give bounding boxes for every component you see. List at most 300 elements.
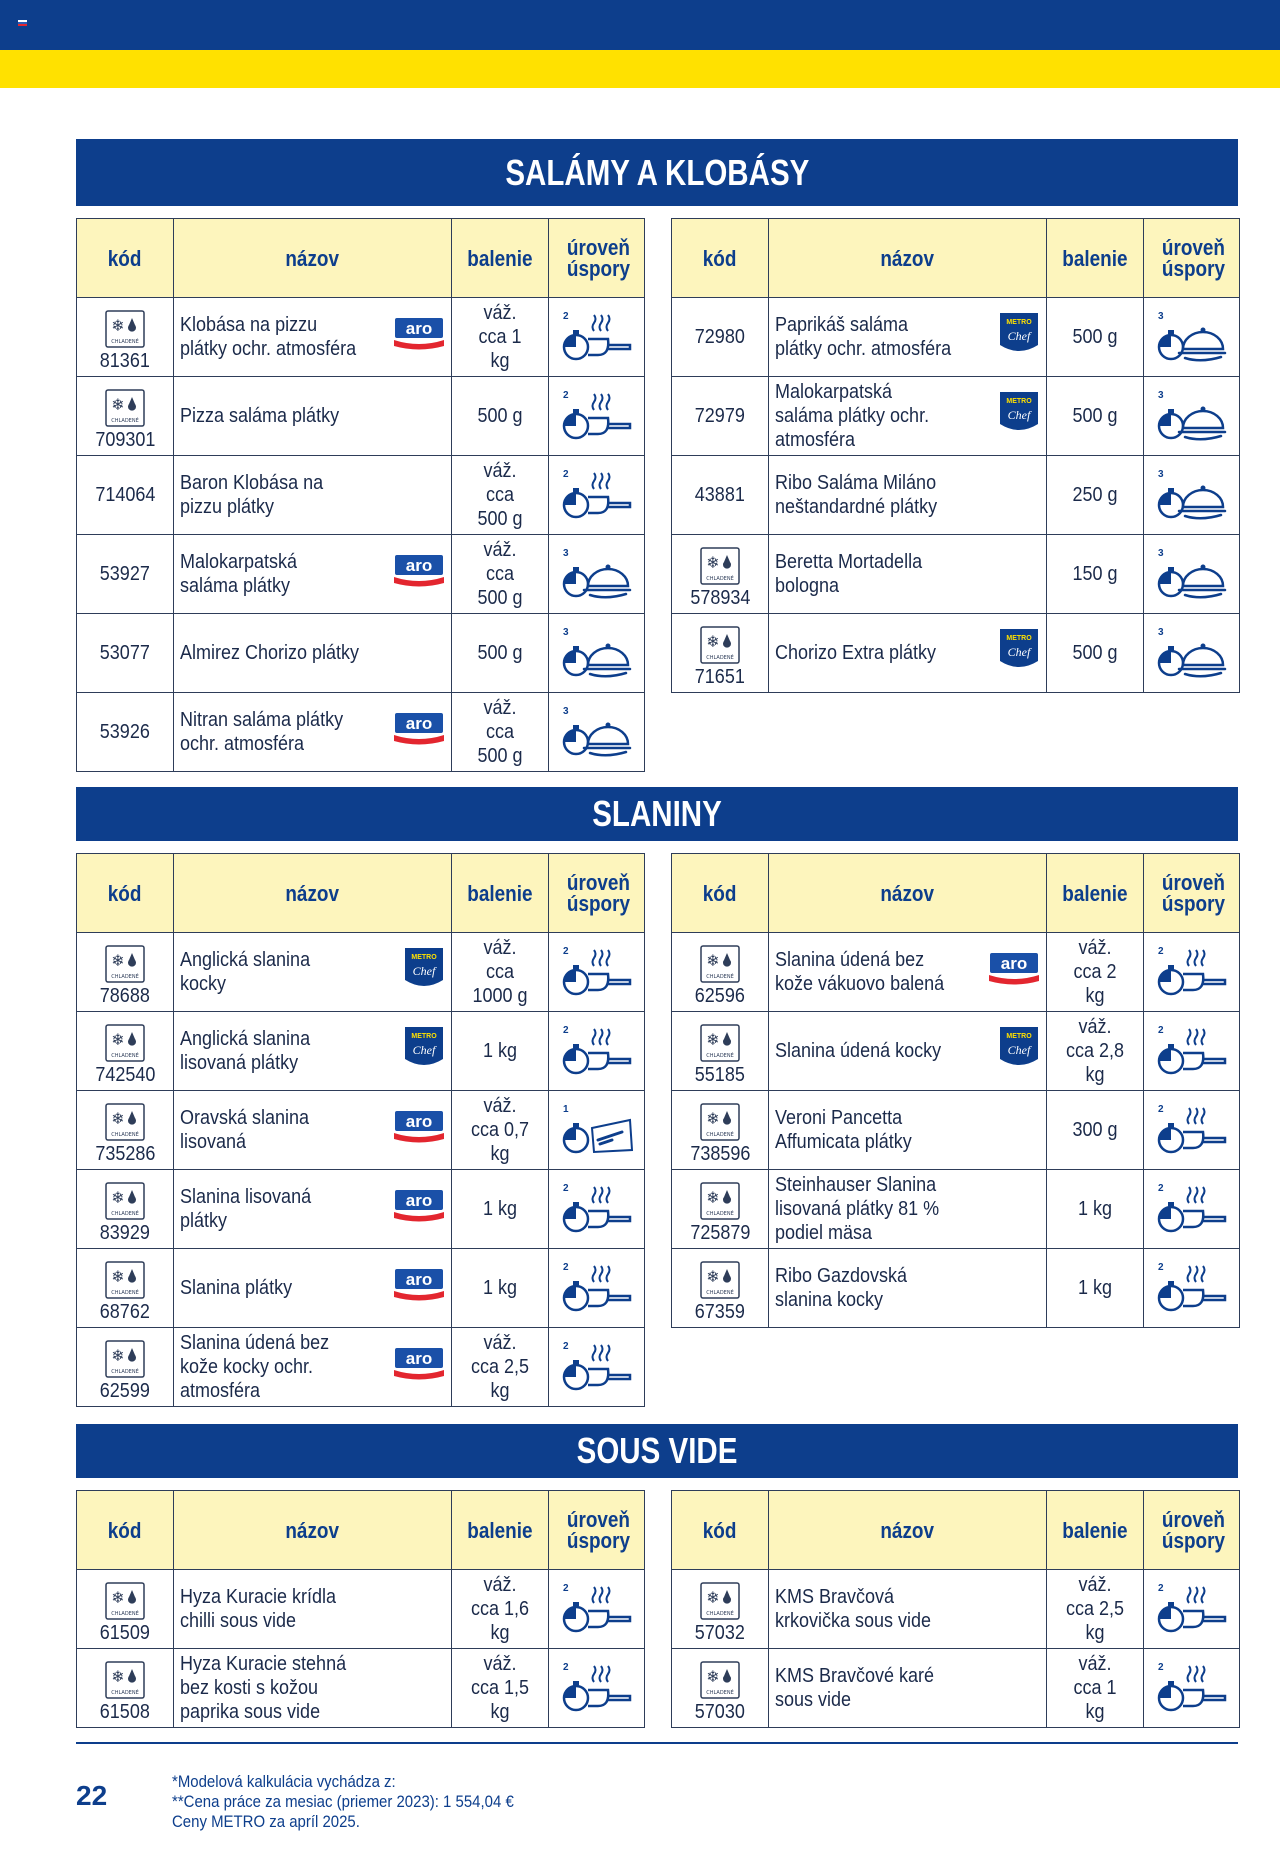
product-pack: váž. cca 2,8 kg [1065,1016,1125,1086]
column-header-pack-label: balenie [467,1517,533,1543]
svg-text:❄: ❄ [111,1030,125,1049]
product-code: 57032 [694,1622,746,1644]
product-pack: váž. cca 2,5 kg [1065,1574,1125,1644]
brand-logo [998,1025,1040,1077]
product-name-cell [769,1649,1047,1728]
chilled-icon [105,310,145,348]
aro-logo-icon [393,712,445,746]
table-row [77,298,645,377]
svg-text:Chef: Chef [412,964,436,978]
savings-level-2-icon [560,1660,634,1716]
product-name: Slanina lisovaná plátky [180,1186,312,1232]
table-row [672,1170,1240,1249]
table-header-row [672,1491,1240,1570]
product-code-cell [77,456,174,535]
product-code: 53077 [99,641,151,664]
column-header-pack [1047,1491,1144,1570]
savings-level-cell [1144,1012,1240,1091]
section-title-slaniny: SLANINY [76,787,1238,841]
product-code-cell [672,1649,769,1728]
table-row [77,456,645,535]
product-pack-cell [452,1249,549,1328]
product-pack-cell [1047,1249,1144,1328]
product-code-cell [77,1170,174,1249]
svg-text:3: 3 [562,627,569,638]
table-header-row [672,219,1240,298]
product-name-cell [769,1570,1047,1649]
svg-text:❄: ❄ [111,1588,125,1607]
column-header-pack-label: balenie [1062,245,1128,271]
savings-level-2-icon [560,1260,634,1316]
svg-text:aro: aro [405,1349,433,1368]
product-name-cell [174,1570,452,1649]
product-code: 43881 [694,483,746,506]
brand-logo [393,317,445,357]
product-code-cell [672,1249,769,1328]
product-code-cell [77,1249,174,1328]
chilled-icon [105,1103,145,1141]
product-name-cell [769,1170,1047,1249]
product-pack: váž. cca 2,5 kg [470,1332,530,1402]
brand-logo [393,554,445,594]
svg-text:Chef: Chef [1007,645,1031,659]
brand-logo [393,1347,445,1387]
product-name-cell [174,693,452,772]
column-header-level-label: úroveň úspory [1161,235,1225,281]
product-code-cell [672,1570,769,1649]
aro-logo-icon [988,952,1040,986]
svg-text:2: 2 [1157,1662,1164,1673]
product-code-cell [77,1649,174,1728]
svg-text:aro: aro [405,714,433,733]
aro-logo-icon [393,1110,445,1144]
svg-text:❄: ❄ [706,1109,720,1128]
svg-text:aro: aro [405,319,433,338]
product-code-cell [672,298,769,377]
savings-level-3-icon [560,704,634,760]
product-code: 714064 [94,483,156,506]
savings-level-cell [549,298,645,377]
product-name: Chorizo Extra plátky [775,642,937,664]
svg-text:CHLADENÉ: CHLADENÉ [111,1132,139,1138]
svg-text:Chef: Chef [412,1043,436,1057]
savings-level-cell [549,535,645,614]
column-header-code-label: kód [108,245,142,271]
svg-text:CHLADENÉ: CHLADENÉ [111,1053,139,1059]
svg-text:3: 3 [562,706,569,717]
product-code-cell [77,1091,174,1170]
table-row [77,1170,645,1249]
table-row [672,298,1240,377]
product-name: Paprikáš saláma plátky ochr. atmosféra [775,314,952,360]
footnote-line: *Modelová kalkulácia vychádza z: [172,1772,396,1791]
product-name-cell [769,1012,1047,1091]
column-header-level-label: úroveň úspory [566,235,630,281]
savings-level-2-icon [1155,1181,1229,1237]
column-header-level [1144,219,1240,298]
product-code-cell [77,614,174,693]
product-pack: 500 g [477,405,523,427]
product-table-salamy-left [76,218,645,772]
svg-text:METRO: METRO [411,1033,437,1040]
savings-level-3-icon [1155,467,1229,523]
product-name: Hyza Kuracie krídla chilli sous vide [180,1586,337,1632]
product-pack: 250 g [1072,484,1118,506]
aro-logo-icon [393,317,445,351]
table-row [77,614,645,693]
column-header-pack [452,854,549,933]
savings-level-cell [549,1649,645,1728]
column-header-code [672,1491,769,1570]
product-pack-cell [1047,298,1144,377]
product-code-cell [77,1328,174,1407]
aro-logo-icon [393,1189,445,1223]
footnote-line: Ceny METRO za apríl 2025. [172,1812,360,1831]
column-header-name-label: názov [880,880,935,906]
product-code: 71651 [694,666,746,688]
svg-text:2: 2 [562,946,569,957]
product-pack-cell [1047,456,1144,535]
top-brand-bar [0,0,1280,50]
aro-logo-icon [393,554,445,588]
svg-text:2: 2 [562,1183,569,1194]
product-pack: váž. cca 500 g [477,460,523,530]
column-header-name-label: názov [285,880,340,906]
savings-level-1-icon [560,1102,634,1158]
savings-level-cell [549,933,645,1012]
savings-level-3-icon [1155,309,1229,365]
product-name-cell [174,298,452,377]
svg-text:❄: ❄ [111,951,125,970]
product-code-cell [77,1012,174,1091]
product-pack-cell [1047,377,1144,456]
product-code-cell [672,535,769,614]
product-code-cell [672,377,769,456]
savings-level-cell [549,693,645,772]
savings-level-2-icon [560,1581,634,1637]
brand-logo [393,1110,445,1150]
product-pack-cell [452,1091,549,1170]
product-pack: 500 g [477,642,523,664]
section-title-salamy: SALÁMY A KLOBÁSY [76,139,1238,206]
svg-text:CHLADENÉ: CHLADENÉ [706,1211,734,1217]
chilled-icon [105,1582,145,1620]
product-code-cell [77,298,174,377]
svg-text:CHLADENÉ: CHLADENÉ [706,1132,734,1138]
svg-text:2: 2 [562,1662,569,1673]
svg-text:CHLADENÉ: CHLADENÉ [706,1053,734,1059]
product-pack: váž. cca 500 g [477,539,523,609]
svg-text:❄: ❄ [706,1667,720,1686]
product-pack: 150 g [1072,563,1118,585]
column-header-level [1144,854,1240,933]
product-pack-cell [452,933,549,1012]
svg-text:2: 2 [1157,946,1164,957]
product-code: 725879 [689,1222,751,1244]
svg-text:2: 2 [1157,1183,1164,1194]
column-header-code [77,854,174,933]
product-pack-cell [1047,1012,1144,1091]
product-code: 53926 [99,720,151,743]
table-row [77,1649,645,1728]
product-pack: váž. cca 500 g [477,697,523,767]
column-header-level [1144,1491,1240,1570]
table-row [77,693,645,772]
svg-text:2: 2 [562,1583,569,1594]
svg-text:❄: ❄ [111,1188,125,1207]
svg-text:2: 2 [1157,1025,1164,1036]
product-code: 62599 [99,1380,151,1402]
product-name-cell [769,1249,1047,1328]
product-pack: váž. cca 1000 g [472,937,528,1007]
column-header-name [174,219,452,298]
chilled-icon [105,1182,145,1220]
savings-level-cell [1144,1091,1240,1170]
product-code: 62596 [694,985,746,1007]
column-header-code-label: kód [703,880,737,906]
savings-level-3-icon [560,625,634,681]
product-name-cell [174,614,452,693]
flag-icon [18,20,27,26]
product-code: 72980 [694,325,746,348]
column-header-level [549,219,645,298]
product-name: Veroni Pancetta Affumicata plátky [775,1107,912,1153]
footnotes [172,1772,560,1832]
svg-text:CHLADENÉ: CHLADENÉ [111,1290,139,1296]
product-code: 68762 [99,1301,151,1323]
product-pack-cell [452,1328,549,1407]
svg-text:CHLADENÉ: CHLADENÉ [111,1211,139,1217]
product-pack: váž. cca 1,6 kg [470,1574,530,1644]
chilled-icon [105,1661,145,1699]
svg-text:aro: aro [1000,954,1028,973]
column-header-level-label: úroveň úspory [1161,1507,1225,1553]
savings-level-cell [549,456,645,535]
svg-text:METRO: METRO [1006,319,1032,326]
product-pack: 500 g [1072,405,1118,427]
svg-text:METRO: METRO [411,954,437,961]
savings-level-cell [1144,456,1240,535]
product-pack-cell [452,377,549,456]
chilled-icon [105,1024,145,1062]
savings-level-3-icon [1155,625,1229,681]
column-header-code [672,854,769,933]
svg-text:METRO: METRO [1006,1033,1032,1040]
product-pack: váž. cca 1 kg [478,302,522,372]
product-name: Hyza Kuracie stehná bez kosti s kožou paprika sous vide [180,1653,347,1723]
savings-level-3-icon [1155,388,1229,444]
product-name-cell [769,933,1047,1012]
svg-text:aro: aro [405,1270,433,1289]
product-code-cell [77,535,174,614]
product-code: 78688 [99,985,151,1007]
chilled-icon [105,1340,145,1378]
svg-text:2: 2 [562,1262,569,1273]
column-header-name-label: názov [285,1517,340,1543]
product-name: Baron Klobása na pizzu plátky [180,472,324,518]
product-name: Slanina údená bez kože kocky ochr. atmosféra [180,1332,330,1402]
savings-level-2-icon [560,388,634,444]
column-header-code-label: kód [108,880,142,906]
product-pack-cell [452,693,549,772]
table-row [672,933,1240,1012]
savings-level-cell [549,1328,645,1407]
column-header-pack-label: balenie [1062,1517,1128,1543]
metro-chef-logo-icon [998,627,1040,673]
product-pack: 1 kg [1077,1277,1113,1299]
product-name: KMS Bravčové karé sous vide [775,1665,935,1711]
metro-chef-logo-icon [998,390,1040,436]
product-pack-cell [452,456,549,535]
svg-text:METRO: METRO [1006,398,1032,405]
savings-level-2-icon [560,309,634,365]
savings-level-cell [1144,377,1240,456]
svg-text:2: 2 [562,311,569,322]
product-name: Slanina plátky [180,1277,293,1299]
metro-chef-logo-icon [998,1025,1040,1071]
product-name-cell [769,1091,1047,1170]
product-code: 709301 [94,429,156,451]
product-table-salamy-right [671,218,1240,693]
product-code: 735286 [94,1143,156,1165]
savings-level-cell [1144,933,1240,1012]
product-name: Almirez Chorizo plátky [180,642,360,664]
product-code-cell [672,1012,769,1091]
svg-text:Chef: Chef [1007,1043,1031,1057]
product-name: Steinhauser Slanina lisovaná plátky 81 % podiel mäsa [775,1174,940,1244]
product-pack-cell [452,614,549,693]
table-row [672,1649,1240,1728]
savings-level-2-icon [560,1181,634,1237]
table-row [77,933,645,1012]
savings-level-cell [1144,1170,1240,1249]
product-code: 83929 [99,1222,151,1244]
product-code: 57030 [694,1701,746,1723]
product-code: 67359 [694,1301,746,1323]
column-header-code-label: kód [108,1517,142,1543]
product-code: 55185 [694,1064,746,1086]
footnote-line: **Cena práce za mesiac (priemer 2023): 1 554,04 € [172,1792,514,1811]
svg-text:3: 3 [1157,469,1164,480]
svg-text:2: 2 [562,1341,569,1352]
metro-chef-logo-icon [998,311,1040,357]
metro-chef-logo-icon [403,1025,445,1071]
svg-text:❄: ❄ [111,1346,125,1365]
product-name-cell [174,1249,452,1328]
savings-level-cell [1144,298,1240,377]
svg-text:aro: aro [405,1191,433,1210]
product-name: KMS Bravčová krkovička sous vide [775,1586,932,1632]
product-pack: 1 kg [482,1277,518,1299]
column-header-level-label: úroveň úspory [1161,870,1225,916]
table-row [672,1249,1240,1328]
brand-logo [998,390,1040,442]
svg-text:❄: ❄ [706,1030,720,1049]
table-row [672,456,1240,535]
svg-text:2: 2 [562,469,569,480]
table-row [672,1012,1240,1091]
table-row [672,535,1240,614]
brand-logo [988,952,1040,992]
svg-text:❄: ❄ [111,316,125,335]
product-name-cell [769,456,1047,535]
product-name-cell [769,614,1047,693]
svg-text:CHLADENÉ: CHLADENÉ [706,974,734,980]
product-pack-cell [1047,614,1144,693]
product-name: Anglická slanina lisovaná plátky [180,1028,311,1074]
product-name-cell [174,1170,452,1249]
brand-logo [393,1268,445,1308]
product-pack: 500 g [1072,326,1118,348]
column-header-pack-label: balenie [1062,880,1128,906]
product-name-cell [174,1012,452,1091]
table-header-row [672,854,1240,933]
product-code: 61508 [99,1701,151,1723]
savings-level-cell [1144,1570,1240,1649]
product-code: 61509 [99,1622,151,1644]
brand-logo [403,946,445,998]
savings-level-cell [549,614,645,693]
product-code: 738596 [689,1143,751,1165]
column-header-name-label: názov [880,245,935,271]
column-header-code [672,219,769,298]
product-pack-cell [452,1170,549,1249]
table-row [77,1012,645,1091]
svg-text:CHLADENÉ: CHLADENÉ [111,1690,139,1696]
svg-text:2: 2 [1157,1262,1164,1273]
column-header-pack [452,219,549,298]
svg-text:❄: ❄ [111,395,125,414]
product-name: Malokarpatská saláma plátky [180,551,298,597]
savings-level-cell [1144,535,1240,614]
product-name-cell [174,1091,452,1170]
product-name-cell [174,377,452,456]
brand-logo [393,712,445,752]
table-row [672,1570,1240,1649]
product-name-cell [769,535,1047,614]
savings-level-cell [549,1012,645,1091]
product-pack-cell [1047,933,1144,1012]
svg-text:❄: ❄ [706,1588,720,1607]
savings-level-2-icon [1155,1260,1229,1316]
product-code: 81361 [99,350,151,372]
section-title-sous-vide: SOUS VIDE [76,1424,1238,1478]
table-header-row [77,1491,645,1570]
savings-level-cell [549,1091,645,1170]
product-pack-cell [452,535,549,614]
column-header-name-label: názov [285,245,340,271]
product-code-cell [672,1170,769,1249]
column-header-name [174,854,452,933]
product-code-cell [672,614,769,693]
svg-text:3: 3 [1157,627,1164,638]
brand-logo [998,627,1040,679]
svg-text:❄: ❄ [706,951,720,970]
product-name: Slanina údená bez kože vákuovo balená [775,949,945,995]
metro-chef-logo-icon [403,946,445,992]
chilled-icon [105,1261,145,1299]
product-name: Malokarpatská saláma plátky ochr. atmosféra [775,381,930,451]
page-number: 22 [76,1780,108,1811]
svg-text:❄: ❄ [706,553,720,572]
savings-level-2-icon [1155,1102,1229,1158]
column-header-name [769,1491,1047,1570]
table-row [672,614,1240,693]
column-header-pack-label: balenie [467,245,533,271]
table-row [672,377,1240,456]
product-pack: 1 kg [482,1040,518,1062]
svg-text:3: 3 [1157,390,1164,401]
